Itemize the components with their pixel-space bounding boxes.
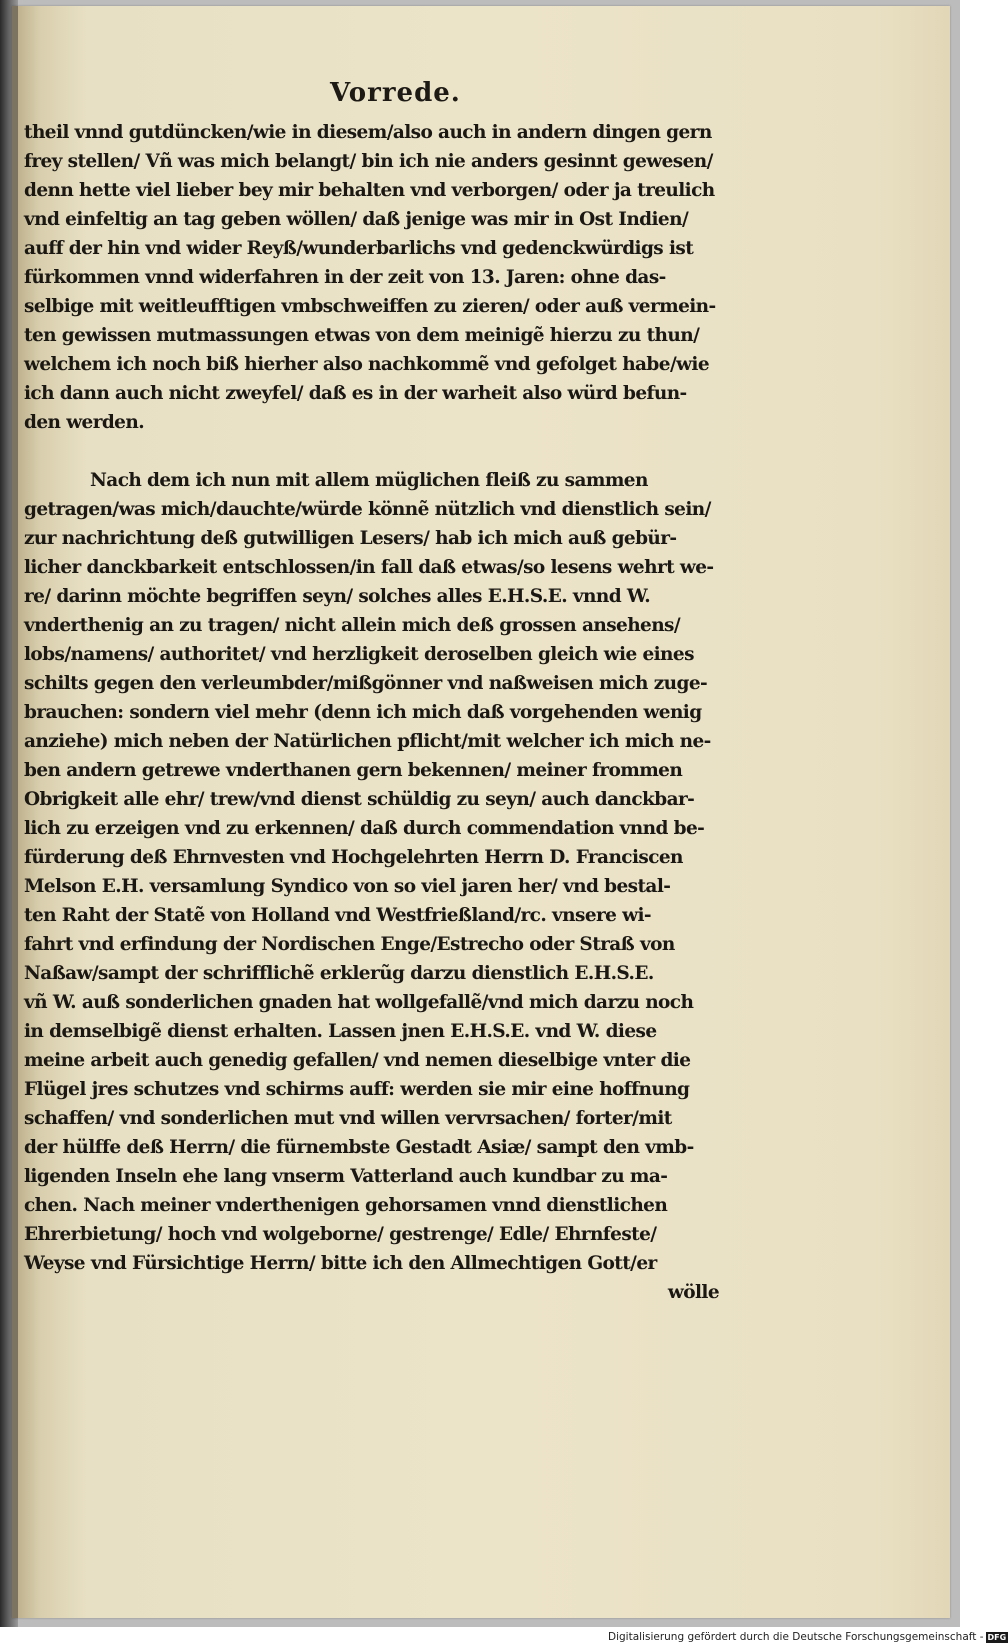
text-line: brauchen: sondern viel mehr (denn ich mich daß vorgehenden wenig	[24, 702, 702, 723]
text-line: chen. Nach meiner vnderthenigen gehorsamen vnnd dienstlichen	[24, 1195, 668, 1216]
text-line: den werden.	[24, 412, 145, 433]
dfg-badge: DFG	[987, 1632, 1007, 1642]
text-line: ten Raht der Statẽ von Holland vnd Westfrießland/rc. vnsere wi-	[24, 905, 651, 926]
text-line: selbige mit weitleufftigen vmbschweiffen zu zieren/ oder auß vermein-	[24, 296, 716, 317]
text-line: ich dann auch nicht zweyfel/ daß es in der warheit also würd befun-	[24, 383, 687, 404]
paragraph-2	[24, 466, 719, 1278]
page-edge	[12, 6, 18, 1618]
text-line: getragen/was mich/dauchte/würde könnẽ nützlich vnd dienstlich sein/	[24, 499, 711, 520]
text-line: ben andern getrewe vnderthanen gern bekennen/ meiner frommen	[24, 760, 683, 781]
text-line: theil vnnd gutdüncken/wie in diesem/also auch in andern dingen gern	[24, 122, 712, 143]
text-line: Ehrerbietung/ hoch vnd wolgeborne/ gestrenge/ Edle/ Ehrnfeste/	[24, 1224, 657, 1245]
text-line: frey stellen/ Vñ was mich belangt/ bin ich nie anders gesinnt gewesen/	[24, 151, 713, 172]
text-line: anziehe) mich neben der Natürlichen pflicht/mit welcher ich mich ne-	[24, 731, 711, 752]
catchword: wölle	[667, 1282, 719, 1303]
text-line: vñ W. auß sonderlichen gnaden hat wollgefallẽ/vnd mich darzu noch	[24, 992, 694, 1013]
text-line: Nach dem ich nun mit allem müglichen fleiß zu sammen	[90, 470, 648, 491]
text-line: vnderthenig an zu tragen/ nicht allein mich deß grossen ansehens/	[24, 615, 681, 636]
text-line: Flügel jres schutzes vnd schirms auff: werden sie mir eine hoffnung	[24, 1079, 690, 1100]
text-line: ten gewissen mutmassungen etwas von dem meinigẽ hierzu zu thun/	[24, 325, 700, 346]
text-line: Melson E.H. versamlung Syndico von so viel jaren her/ vnd bestal-	[24, 876, 671, 897]
text-line: auff der hin vnd wider Reyß/wunderbarlichs vnd gedenckwürdigs ist	[24, 238, 694, 259]
text-line: fahrt vnd erfindung der Nordischen Enge/Estrecho oder Straß von	[24, 934, 675, 955]
text-line: welchem ich noch biß hierher also nachkommẽ vnd gefolget habe/wie	[24, 354, 710, 375]
funding-footer	[608, 1630, 1007, 1645]
paragraph-break	[24, 437, 719, 466]
text-line: der hülffe deß Herrn/ die fürnembste Gestadt Asiæ/ sampt den vmb-	[24, 1137, 694, 1158]
text-block	[24, 118, 719, 1307]
text-line: lobs/namens/ authoritet/ vnd herzligkeit deroselben gleich wie eines	[24, 644, 694, 665]
footer-text: Digitalisierung gefördert durch die Deutsche Forschungsgemeinschaft -	[608, 1631, 984, 1643]
text-line: re/ darinn möchte begriffen seyn/ solches alles E.H.S.E. vnnd W.	[24, 586, 651, 607]
text-line: lich zu erzeigen vnd zu erkennen/ daß durch commendation vnnd be-	[24, 818, 705, 839]
paragraph-1	[24, 118, 719, 437]
text-line: fürkommen vnnd widerfahren in der zeit von 13. Jaren: ohne das-	[24, 267, 666, 288]
text-line: schaffen/ vnd sonderlichen mut vnd willen vervrsachen/ forter/mit	[24, 1108, 672, 1129]
text-line: zur nachrichtung deß gutwilligen Lesers/ hab ich mich auß gebür-	[24, 528, 677, 549]
text-line: Weyse vnd Fürsichtige Herrn/ bitte ich den Allmechtigen Gott/er	[24, 1253, 657, 1274]
page-header: Vorrede.	[330, 78, 461, 108]
text-line: in demselbigẽ dienst erhalten. Lassen jnen E.H.S.E. vnd W. diese	[24, 1021, 657, 1042]
text-line: vnd einfeltig an tag geben wöllen/ daß jenige was mir in Ost Indien/	[24, 209, 689, 230]
text-line: denn hette viel lieber bey mir behalten vnd verborgen/ oder ja treulich	[24, 180, 715, 201]
text-line: Obrigkeit alle ehr/ trew/vnd dienst schüldig zu seyn/ auch danckbar-	[24, 789, 695, 810]
text-line: meine arbeit auch genedig gefallen/ vnd nemen dieselbige vnter die	[24, 1050, 691, 1071]
text-line: Naßaw/sampt der schrifflichẽ erklerũg darzu dienstlich E.H.S.E.	[24, 963, 654, 984]
text-line: fürderung deß Ehrnvesten vnd Hochgelehrten Herrn D. Franciscen	[24, 847, 683, 868]
text-line: licher danckbarkeit entschlossen/in fall daß etwas/so lesens wehrt we-	[24, 557, 714, 578]
text-line: ligenden Inseln ehe lang vnserm Vatterland auch kundbar zu ma-	[24, 1166, 668, 1187]
text-line: schilts gegen den verleumbder/mißgönner vnd naßweisen mich zuge-	[24, 673, 708, 694]
